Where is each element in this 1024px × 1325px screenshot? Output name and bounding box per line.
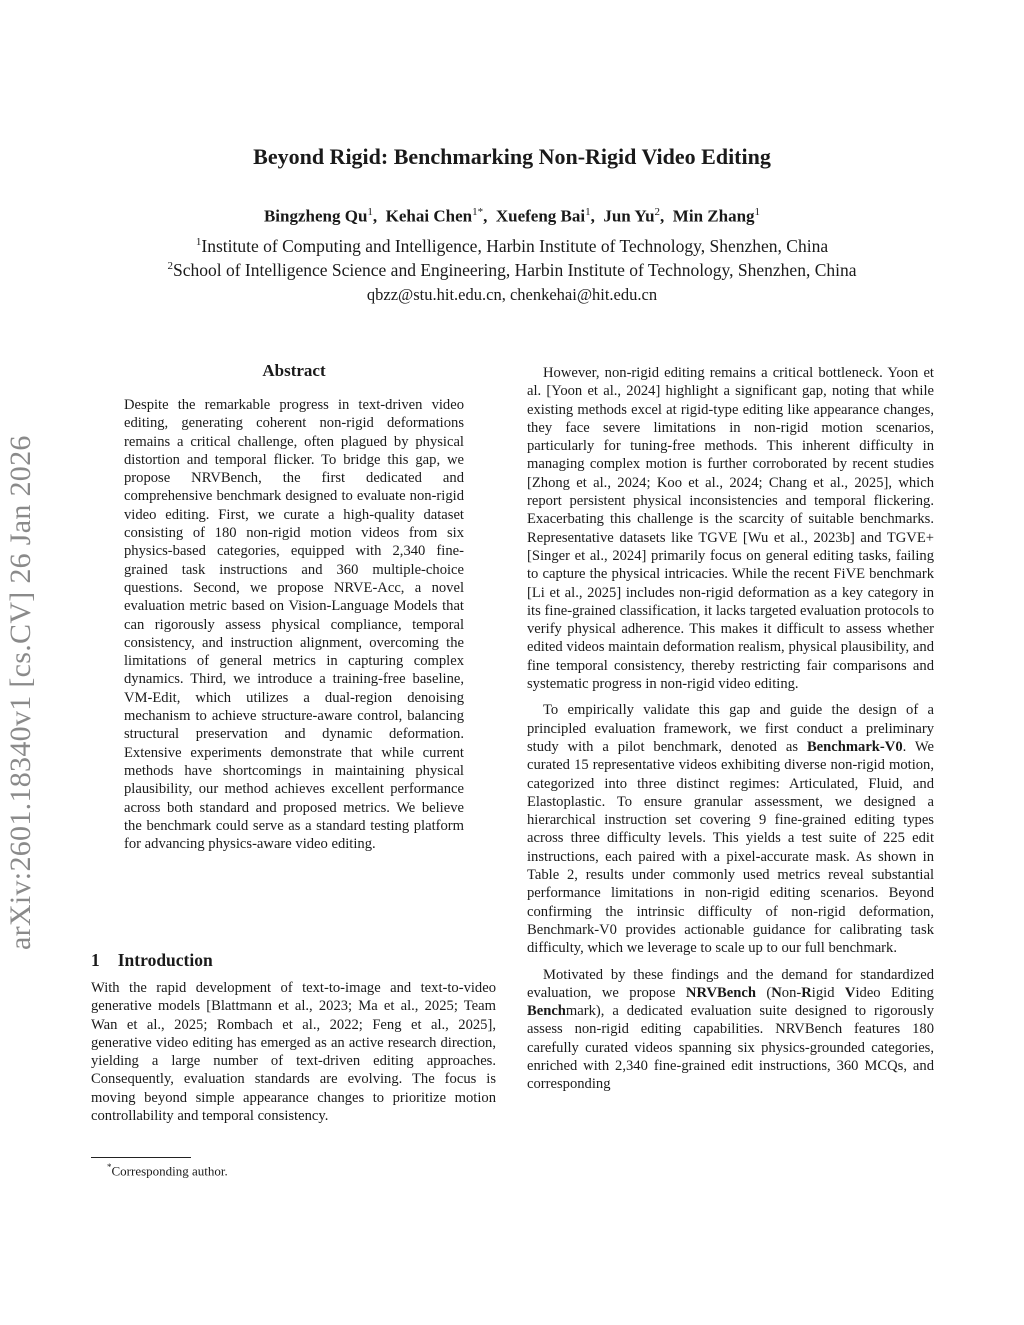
acronym-letter: N [771,984,782,1001]
benchmark-v0-name: Benchmark-V0 [806,738,903,755]
footnote [107,1162,228,1179]
abstract-text: Despite the remarkable progress in text-driven video editing, generating coherent non-rigid deformations remains a critical challenge, often plagued by physical distortion and temporal flicker. To bridge this gap, we propose NRVBench, the first dedicated and comprehensive benchmark designed to evaluate non-rigid video editing. First, we curate a high-quality dataset consisting of 180 non-rigid motion videos from six physics-based categories, equipped with 2,340 fine-grained task instructions and 360 multiple-choice questions. Second, we propose NRVE-Acc, a novel evaluation metric based on Vision-Language Models that can rigorously assess physical compliance, temporal consistency, and instruction alignment, overcoming the limitations of general metrics in capturing complex dynamics. Third, we introduce a training-free baseline, VM-Edit, which utilizes a dual-region denoising mechanism to achieve structure-aware control, balancing structural preservation and dynamic deformation. Extensive experiments demonstrate that while current methods have shortcomings in maintaining physical plausibility, our method achieves excellent performance across both standard and proposed metrics. We believe the benchmark could serve as a standard testing platform for advancing physics-aware video editing. [124,397,464,853]
nrvbench-name: NRVBench [685,984,756,1001]
affiliation-text: School of Intelligence Science and Engineering, Harbin Institute of Technology, Shenzhen, China [172,260,857,280]
nrvbench-paren: ( [755,984,772,1001]
affiliation-text: Institute of Computing and Intelligence, Harbin Institute of Technology, Shenzhen, China [201,236,829,256]
paragraph-bottleneck: However, non-rigid editing remains a critical bottleneck. Yoon et al. [Yoon et al., 2024] highlight a significant gap, noting that while existing methods excel at rigid-type editing like appearance changes, they face severe limitations in non-rigid motion scenarios, particularly for tuning-free methods. This inherent difficulty in managing complex motion is further corroborated by recent studies [Zhong et al., 2024; Koo et al., 2024; Chang et al., 2025], which report persistent physical inconsistencies and temporal flickering. Exacerbating this challenge is the scarcity of suitable benchmarks. Representative datasets like TGVE [Wu et al., 2023b] and TGVE+ [Singer et al., 2024] primarily focus on general editing tasks, failing to capture the physical intricacies. While the recent FiVE benchmark [Li et al., 2025] includes non-rigid deformation as a key category in its fine-grained classification, it lacks targeted evaluation protocols to verify physical adherence. This makes it difficult to assess whether edited videos maintain deformation realism, physical plausibility, and fine temporal consistency, thereby restricting fair comparisons and systematic progress in non-rigid video editing. [527,365,934,693]
affiliation-mark: 1 [195,236,202,249]
paragraph-pilot-study [527,701,934,957]
author-mark: 1* [472,206,484,218]
footnote-divider [91,1157,191,1158]
paragraph-nrvbench [527,966,934,1094]
pilot-text-b: . We curated 15 representative videos exhibiting diverse non-rigid motion, categorized into three distinct regimes: Articulated, Fluid, and Elastoplastic. To ensure granular assessment, we designed a hierarchical instruction set covering 9 fine-grained editing types across three difficulty levels. This yields a test suite of 225 edit instructions, each paired with a pixel-accurate mask. As shown in Table 2, results under commonly used metrics reveal substantial performance limitations in non-rigid editing scenarios. Beyond confirming the intrinsic difficulty of non-rigid deformation, Benchmark-V0 provides actionable guidance for calibrating task difficulty, which we leverage to scale up to our full benchmark. [527,738,934,957]
footnote-text: Corresponding author. [111,1163,228,1179]
abstract-heading: Abstract [262,361,326,380]
author-name: Min Zhang [672,206,755,226]
right-column [527,364,934,1094]
footnote-mark: * [107,1162,112,1172]
author-mark: 1 [585,206,591,218]
acronym-rest: on- [781,984,802,1001]
acronym-rest: igid [811,984,845,1001]
acronym-letter: V [844,984,856,1001]
acronym-letter: R [801,984,812,1001]
affiliation-2 [0,260,1024,281]
author-mark: 1 [367,206,373,218]
acronym-rest: ideo Editing [855,984,934,1001]
author-name: Xuefeng Bai [495,206,586,226]
intro-body [91,979,496,1125]
section-number: 1 [91,950,100,970]
section-heading-introduction [91,950,213,971]
section-title: Introduction [117,950,213,970]
author-name: Bingzheng Qu [263,206,368,226]
nrvbench-text-a: Motivated by these findings and the demand for standardized evaluation, we propose [527,966,934,1001]
intro-paragraph: With the rapid development of text-to-image and text-to-video generative models [Blattmann et al., 2023; Ma et al., 2025; Team Wan et al., 2025; Rombach et al., 2022; Feng et al., 2025], generative video editing has emerged as an active research direction, yielding a large number of text-driven editing approaches. Consequently, evaluation standards are evolving. The focus is moving beyond simple appearance changes to prioritize motion controllability and temporal consistency. [91,980,496,1125]
author-list: Bingzheng Qu$^1$, Kehai Chen$^{1*}$, Xuefeng Bai$^1$, Jun Yu$^2$, Min Zhang$^1$ [263,206,761,226]
arxiv-stamp: arXiv:2601.18340v1 [cs.CV] 26 Jan 2026 [4,435,37,950]
pilot-text-a: To empirically validate this gap and guide the design of a principled evaluation framework, we first conduct a preliminary study with a pilot benchmark, denoted as [527,702,934,755]
acronym-letter: Bench [527,1003,566,1020]
abstract-body [124,396,464,853]
author-name: Jun Yu [603,206,655,226]
affiliation-mark: 2 [167,260,173,273]
author-name: Kehai Chen [385,206,473,226]
nrvbench-text-c: mark), a dedicated evaluation suite designed to rigorously assess non-rigid editing capabilities. NRVBench features 180 carefully curated videos spanning six physics-grounded categories, enriched with 2,340 fine-grained edit instructions, 360 MCQs, and corresponding [527,1003,934,1093]
author-mark: 2 [654,206,661,218]
author-mark: 1 [754,206,761,218]
author-emails: qbzz@stu.hit.edu.cn, chenkehai@hit.edu.cn [366,285,658,304]
paper-title: Beyond Rigid: Benchmarking Non-Rigid Video Editing [253,144,771,169]
affiliation-1 [0,236,1024,257]
